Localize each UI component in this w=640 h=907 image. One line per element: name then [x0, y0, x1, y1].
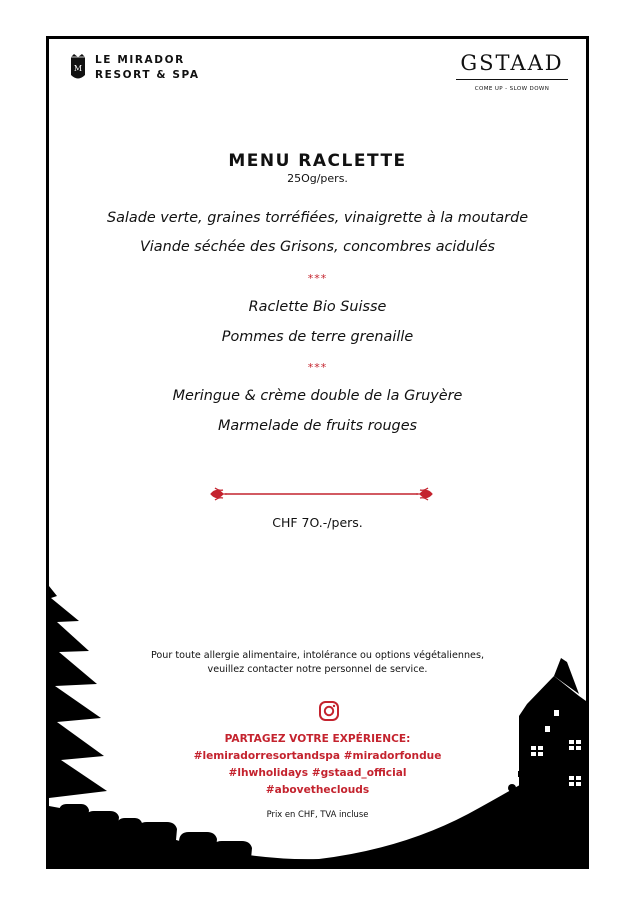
hashtags-line-3: #abovetheclouds: [265, 784, 370, 796]
menu-card: [46, 36, 589, 869]
menu-title: MENU RACLETTE: [228, 151, 407, 171]
hashtags-line-2: #lhwholidays #gstaad_official: [228, 767, 407, 779]
allergy-notice: [49, 649, 586, 677]
dish-starter-2: Viande séchée des Grisons, concombres acidulés: [139, 239, 496, 255]
tax-note: Prix en CHF, TVA incluse: [266, 809, 369, 819]
crest-icon: [69, 53, 87, 83]
hashtags-line-1: #lemiradorresortandspa #miradorfondue: [193, 750, 442, 762]
hotel-subtitle: RESORT & SPA: [95, 69, 200, 81]
course-separator-1: ***: [307, 272, 328, 285]
share-title: PARTAGEZ VOTRE EXPÉRIENCE:: [224, 733, 411, 745]
allergy-line-2: veuillez contacter notre personnel de service.: [207, 664, 428, 675]
dish-main-1: Raclette Bio Suisse: [248, 299, 387, 315]
menu-price: CHF 7O.-/pers.: [272, 515, 363, 530]
instagram-icon: [318, 700, 340, 722]
ornament-divider-icon: [209, 484, 434, 504]
social-share-block: [49, 731, 586, 799]
dish-starter-1: Salade verte, graines torréfiées, vinaigrette à la moutarde: [106, 210, 529, 226]
destination-name: GSTAAD: [456, 51, 568, 80]
hotel-name: LE MIRADOR: [95, 54, 185, 66]
mirador-logo: [69, 53, 200, 83]
gstaad-logo: [456, 51, 568, 92]
allergy-line-1: Pour toute allergie alimentaire, intolérance ou options végétaliennes,: [150, 650, 484, 661]
dish-dessert-1: Meringue & crème double de la Gruyère: [172, 388, 463, 404]
menu-portion: 25Og/pers.: [287, 172, 348, 185]
dish-dessert-2: Marmelade de fruits rouges: [217, 418, 418, 434]
crest-letter: M: [73, 64, 83, 73]
dish-main-2: Pommes de terre grenaille: [221, 329, 414, 345]
destination-tagline: COME UP - SLOW DOWN: [474, 86, 550, 92]
course-separator-2: ***: [307, 361, 328, 374]
